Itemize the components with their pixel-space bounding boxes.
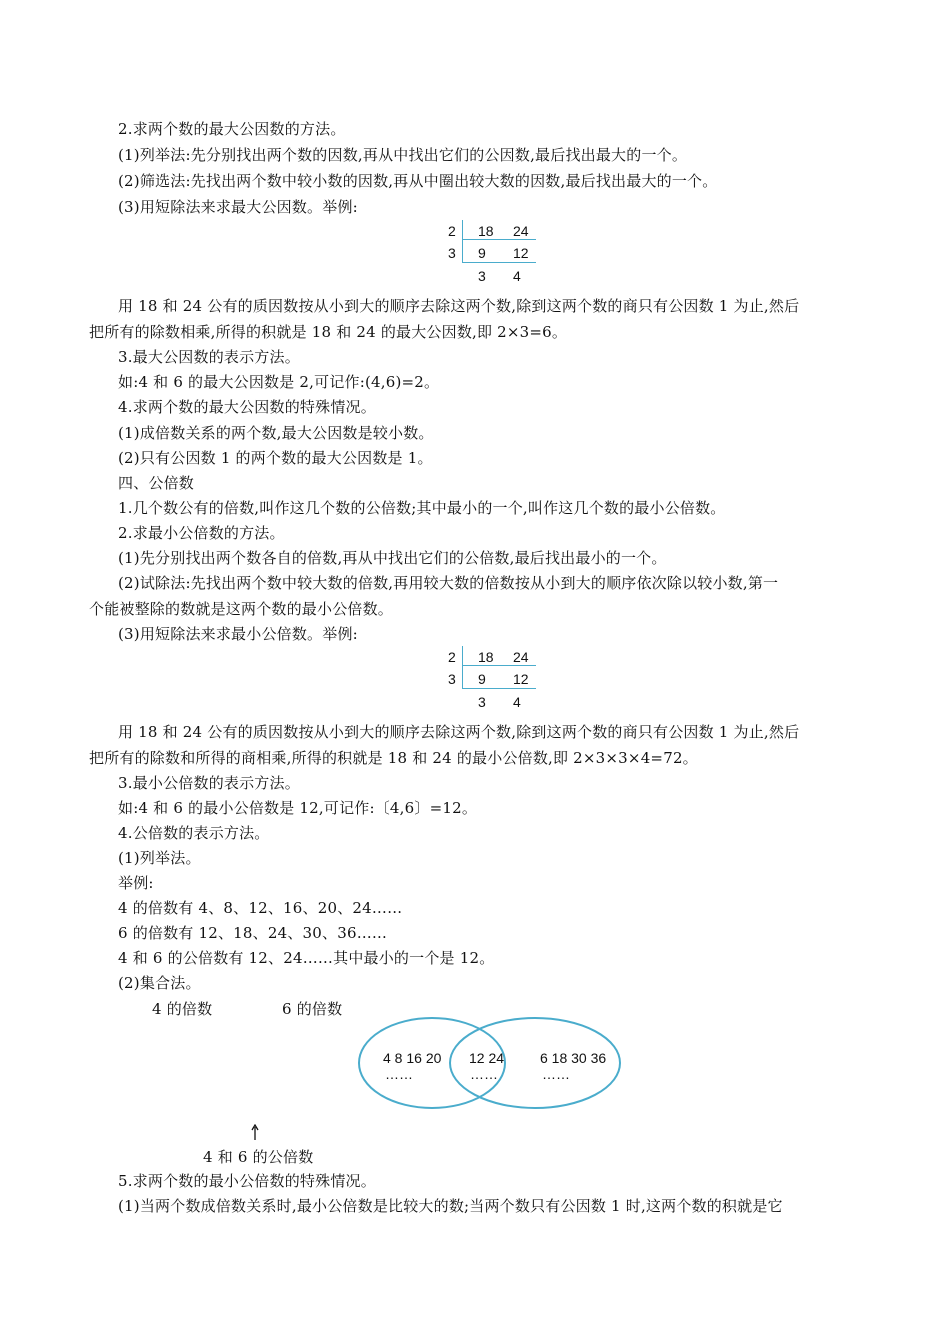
divisor: 3 — [448, 671, 456, 687]
text-line: 把所有的除数相乘,所得的积就是 18 和 24 的最大公因数,即 2×3=6。 — [89, 323, 568, 341]
section-heading: 四、公倍数 — [118, 474, 195, 492]
text-line: (1)先分别找出两个数各自的倍数,再从中找出它们的公倍数,最后找出最小的一个。 — [118, 549, 667, 567]
text-line: 5.求两个数的最小公倍数的特殊情况。 — [118, 1172, 376, 1190]
text-line: 如:4 和 6 的最大公因数是 2,可记作:(4,6)=2。 — [118, 373, 440, 391]
quotient: 12 — [513, 671, 529, 687]
text-line: (2)试除法:先找出两个数中较大数的倍数,再用较大数的倍数按从小到大的顺序依次除以较小数,第一 — [118, 574, 779, 592]
text-line: 个能被整除的数就是这两个数的最小公倍数。 — [89, 600, 394, 618]
text-line: 4.求两个数的最大公因数的特殊情况。 — [118, 398, 376, 416]
text-line: (3)用短除法来求最大公因数。举例: — [118, 198, 358, 216]
venn-common-label: 4 和 6 的公倍数 — [203, 1148, 314, 1166]
venn-left-numbers: 4 8 16 20 — [383, 1050, 442, 1066]
text-line: 3.最小公倍数的表示方法。 — [118, 774, 300, 792]
venn-overlap-ellipsis: …… — [470, 1066, 498, 1082]
quotient: 3 — [478, 268, 486, 284]
venn-right-numbers: 6 18 30 36 — [540, 1050, 607, 1066]
short-division-lcm — [440, 646, 560, 716]
text-line: 2.求两个数的最大公因数的方法。 — [118, 120, 346, 138]
division-line — [462, 665, 536, 666]
text-line: 用 18 和 24 公有的质因数按从小到大的顺序去除这两个数,除到这两个数的商只有公因数 1 为止,然后 — [118, 297, 800, 315]
division-bracket — [462, 646, 463, 688]
text-line: (2)集合法。 — [118, 974, 201, 992]
venn-overlap-numbers: 12 24 — [469, 1050, 505, 1066]
dividend: 18 — [478, 649, 494, 665]
division-line — [462, 688, 536, 689]
text-line: 4.公倍数的表示方法。 — [118, 824, 270, 842]
text-line: 3.最大公因数的表示方法。 — [118, 348, 300, 366]
dividend: 24 — [513, 649, 529, 665]
quotient: 3 — [478, 694, 486, 710]
text-line: (1)列举法:先分别找出两个数的因数,再从中找出它们的公因数,最后找出最大的一个。 — [118, 146, 688, 164]
dividend: 18 — [478, 223, 494, 239]
quotient: 4 — [513, 268, 521, 284]
text-line: (3)用短除法来求最小公倍数。举例: — [118, 625, 358, 643]
venn-right-ellipsis: …… — [542, 1066, 570, 1082]
quotient: 4 — [513, 694, 521, 710]
text-line: 如:4 和 6 的最小公倍数是 12,可记作:〔4,6〕=12。 — [118, 799, 478, 817]
venn-label-right: 6 的倍数 — [282, 1000, 343, 1018]
up-arrow-icon — [251, 1124, 259, 1140]
text-line: 6 的倍数有 12、18、24、30、36…… — [118, 924, 388, 942]
division-line — [462, 262, 536, 263]
quotient: 9 — [478, 671, 486, 687]
text-line: 1.几个数公有的倍数,叫作这几个数的公倍数;其中最小的一个,叫作这几个数的最小公倍数。 — [118, 499, 726, 517]
division-line — [462, 239, 536, 240]
text-line: (1)列举法。 — [118, 849, 201, 867]
short-division-gcd — [440, 220, 560, 290]
divisor: 2 — [448, 649, 456, 665]
text-line: (1)成倍数关系的两个数,最大公因数是较小数。 — [118, 424, 434, 442]
text-line: 举例: — [118, 874, 154, 892]
dividend: 24 — [513, 223, 529, 239]
divisor: 3 — [448, 245, 456, 261]
text-line: (1)当两个数成倍数关系时,最小公倍数是比较大的数;当两个数只有公因数 1 时,这两个数的积就是它 — [118, 1197, 783, 1215]
division-bracket — [462, 239, 463, 262]
text-line: 用 18 和 24 公有的质因数按从小到大的顺序去除这两个数,除到这两个数的商只有公因数 1 为止,然后 — [118, 723, 800, 741]
text-line: (2)筛选法:先找出两个数中较小数的因数,再从中圈出较大数的因数,最后找出最大的一个。 — [118, 172, 718, 190]
text-line: 2.求最小公倍数的方法。 — [118, 524, 285, 542]
venn-left-ellipsis: …… — [385, 1066, 413, 1082]
quotient: 9 — [478, 245, 486, 261]
quotient: 12 — [513, 245, 529, 261]
divisor: 2 — [448, 223, 456, 239]
text-line: 4 和 6 的公倍数有 12、24……其中最小的一个是 12。 — [118, 949, 495, 967]
text-line: (2)只有公因数 1 的两个数的最大公因数是 1。 — [118, 449, 433, 467]
venn-label-left: 4 的倍数 — [152, 1000, 213, 1018]
text-line: 把所有的除数和所得的商相乘,所得的积就是 18 和 24 的最小公倍数,即 2×3×3×4=72。 — [89, 749, 698, 767]
text-line: 4 的倍数有 4、8、12、16、20、24…… — [118, 899, 403, 917]
